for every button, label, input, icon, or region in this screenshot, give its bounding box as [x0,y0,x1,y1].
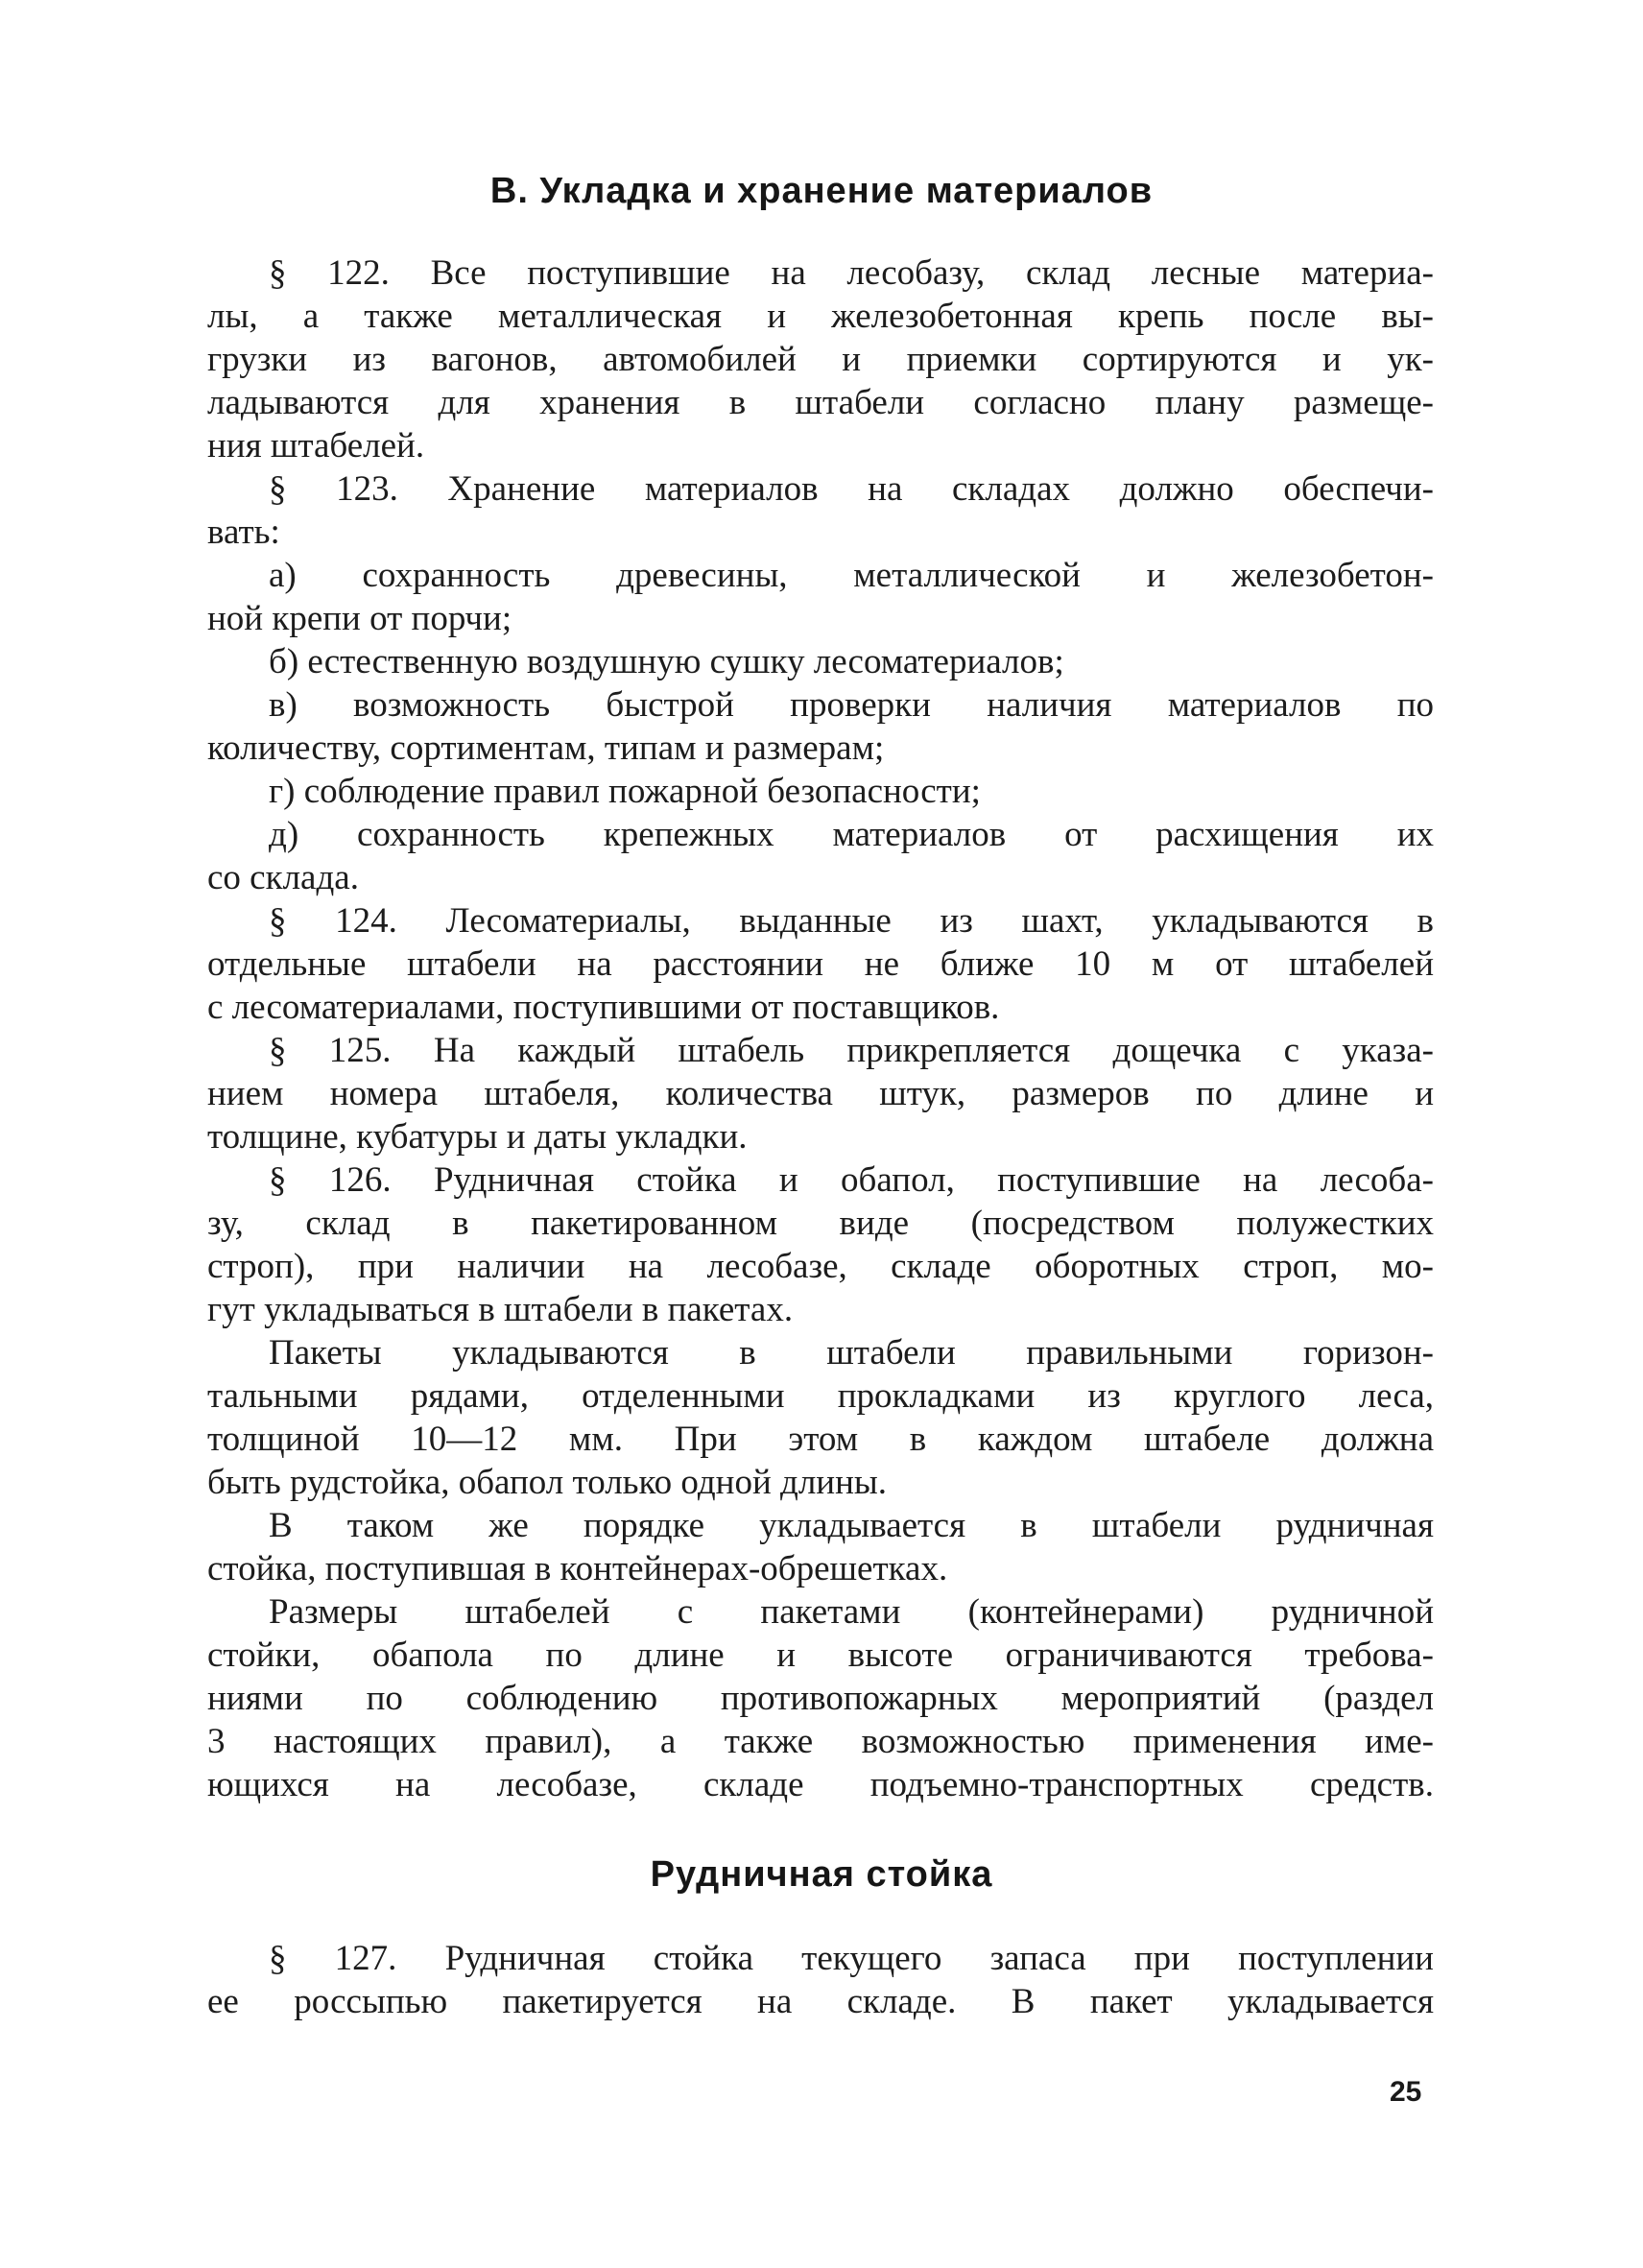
text-line: количеству, сортиментам, типам и размерам; [207,728,885,768]
text-line: § 124. Лесоматериалы, выданные из шахт, укладываются в [269,901,1434,941]
text-line: § 125. На каждый штабель прикрепляется дощечка с указа- [269,1031,1434,1070]
text-line: толщине, кубатуры и даты укладки. [207,1117,748,1157]
text-line: Пакеты укладываются в штабели правильными горизон- [269,1333,1434,1373]
text-line: тальными рядами, отделенными прокладками из круглого леса, [207,1376,1434,1416]
text-line: грузки из вагонов, автомобилей и приемки сортируются и ук- [207,340,1434,379]
text-line: ее россыпью пакетируется на складе. В пакет укладывается [207,1982,1434,2021]
text-line: § 126. Рудничная стойка и обапол, поступившие на лесоба- [269,1160,1434,1200]
text-line: строп), при наличии на лесобазе, складе оборотных строп, мо- [207,1247,1434,1286]
text-line: гут укладываться в штабели в пакетах. [207,1290,794,1329]
text-line: вать: [207,513,280,552]
text-line: а) сохранность древесины, металлической и железобетон- [269,556,1434,595]
text-line: зу, склад в пакетированном виде (посредством полужестких [207,1204,1434,1243]
text-line: стойка, поступившая в контейнерах-обрешетках. [207,1549,948,1588]
text-line: б) естественную воздушную сушку лесоматериалов; [269,642,1064,681]
section-heading: В. Укладка и хранение материалов [489,171,1154,211]
text-line: г) соблюдение правил пожарной безопасности; [269,772,981,811]
text-line: толщиной 10—12 мм. При этом в каждом штабеле должна [207,1420,1434,1459]
text-line: лы, а также металлическая и железобетонная крепь после вы- [207,297,1434,336]
text-line: в) возможность быстрой проверки наличия материалов по [269,685,1434,725]
text-line: нием номера штабеля, количества штук, размеров по длине и [207,1074,1434,1113]
text-line: ладываются для хранения в штабели согласно плану размеще- [207,383,1434,422]
text-line: со склада. [207,858,359,897]
text-line: д) сохранность крепежных материалов от расхищения их [269,815,1434,854]
text-line: ния штабелей. [207,426,425,466]
text-line: стойки, обапола по длине и высоте ограничиваются требова- [207,1635,1434,1675]
text-line: 3 настоящих правил), а также возможностью применения име- [207,1722,1434,1761]
text-line: отдельные штабели на расстоянии не ближе 10 м от штабелей [207,944,1434,984]
text-line: ющихся на лесобазе, складе подъемно-транспортных средств. [207,1765,1434,1804]
text-line: § 127. Рудничная стойка текущего запаса при поступлении [269,1939,1434,1978]
text-line: В таком же порядке укладывается в штабели рудничная [269,1506,1434,1545]
text-line: быть рудстойка, обапол только одной длины. [207,1463,888,1502]
text-line: Размеры штабелей с пакетами (контейнерами) рудничной [269,1592,1434,1632]
subsection-heading: Рудничная стойка [650,1854,993,1895]
text-line: § 122. Все поступившие на лесобазу, склад лесные материа- [269,253,1434,293]
page-number: 25 [1390,2076,1422,2108]
text-line: ной крепи от порчи; [207,599,512,638]
text-line: с лесоматериалами, поступившими от поставщиков. [207,988,1000,1027]
text-line: § 123. Хранение материалов на складах должно обеспечи- [269,469,1434,509]
text-line: ниями по соблюдению противопожарных мероприятий (раздел [207,1679,1434,1718]
